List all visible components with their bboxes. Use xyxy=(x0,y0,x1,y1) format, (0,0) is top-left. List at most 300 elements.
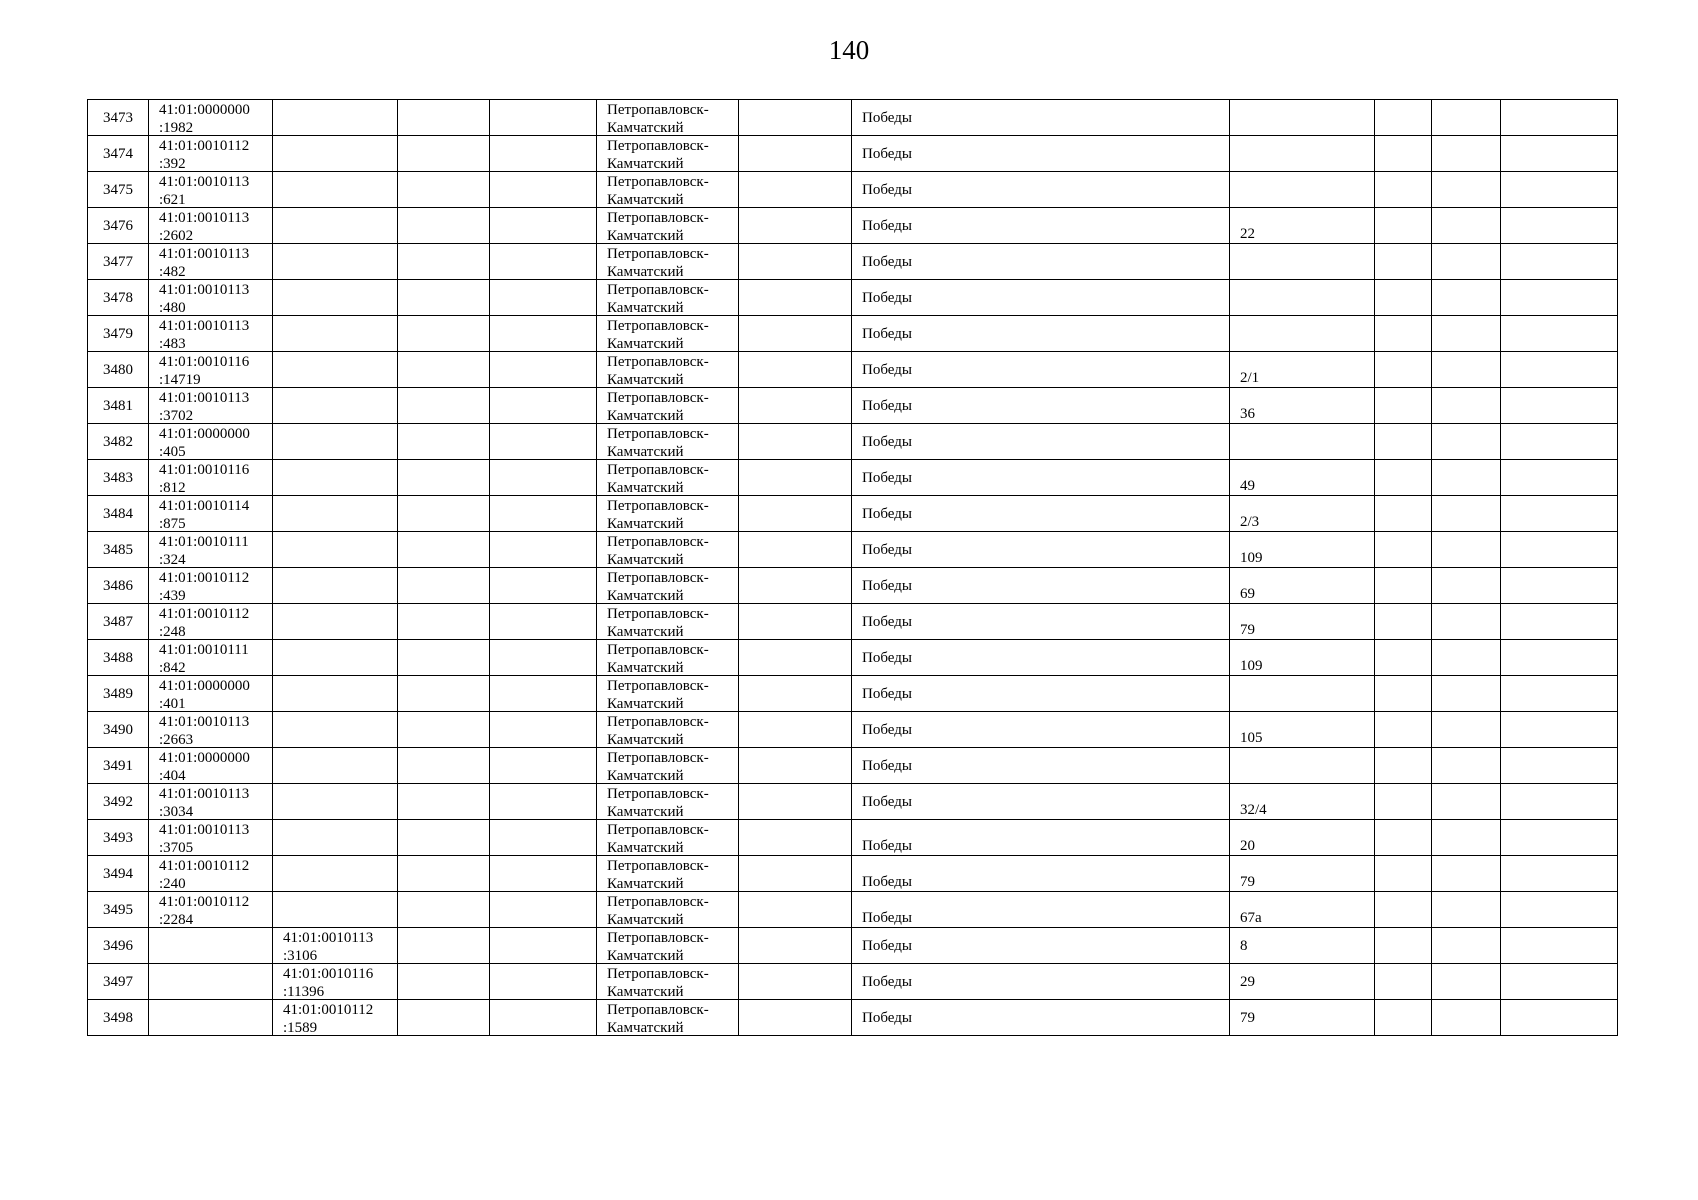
cell-empty xyxy=(739,748,852,784)
city xyxy=(597,244,738,279)
cadastral-b xyxy=(273,496,397,531)
city-line1: Петропавловск- xyxy=(607,786,709,802)
street: Победы xyxy=(862,325,912,342)
cell-street xyxy=(852,424,1230,460)
cadastral-a-line2: :3034 xyxy=(159,804,194,820)
street: Победы xyxy=(862,1009,912,1026)
cadastral-a-line2: :324 xyxy=(159,552,186,568)
cell-empty xyxy=(1501,856,1618,892)
cell-city xyxy=(597,784,739,820)
cadastral-a-line1: 41:01:0010113 xyxy=(159,282,250,298)
city xyxy=(597,208,738,243)
cell-empty xyxy=(398,532,490,568)
city xyxy=(597,712,738,747)
cell-cadastral-a xyxy=(149,244,273,280)
row-number: 3490 xyxy=(103,721,133,738)
cell-empty xyxy=(739,136,852,172)
street: Победы xyxy=(862,649,912,666)
cell-empty xyxy=(1432,676,1501,712)
cadastral-a-line2: :248 xyxy=(159,624,186,640)
cadastral-b xyxy=(273,532,397,567)
cell-house xyxy=(1230,568,1375,604)
table-row xyxy=(88,892,1618,928)
cadastral-a xyxy=(149,352,272,387)
cell-cadastral-a xyxy=(149,712,273,748)
house-number xyxy=(1230,676,1374,711)
street: Победы xyxy=(862,217,912,234)
cadastral-a-line2: :483 xyxy=(159,336,186,352)
cadastral-a-line2: :240 xyxy=(159,876,186,892)
cell-empty xyxy=(398,748,490,784)
cadastral-a xyxy=(149,784,272,819)
row-number: 3498 xyxy=(103,1009,133,1026)
cell-empty xyxy=(1501,748,1618,784)
cell-house xyxy=(1230,460,1375,496)
cell-empty xyxy=(398,676,490,712)
cell-empty xyxy=(739,316,852,352)
cell-empty xyxy=(1375,856,1432,892)
cell-empty xyxy=(398,496,490,532)
cell-city xyxy=(597,676,739,712)
cell-row-number xyxy=(88,316,149,352)
city xyxy=(597,1000,738,1035)
city-line2: Камчатский xyxy=(607,228,684,244)
cell-cadastral-a xyxy=(149,208,273,244)
row-number: 3482 xyxy=(103,433,133,450)
cadastral-a-line1: 41:01:0010113 xyxy=(159,318,250,334)
cell-row-number xyxy=(88,784,149,820)
cell-empty xyxy=(739,640,852,676)
cell-empty xyxy=(398,316,490,352)
cell-empty xyxy=(1375,244,1432,280)
cell-city xyxy=(597,388,739,424)
table-row xyxy=(88,784,1618,820)
cell-empty xyxy=(1432,748,1501,784)
row-number: 3492 xyxy=(103,793,133,810)
cell-empty xyxy=(398,1000,490,1036)
street: Победы xyxy=(862,541,912,558)
city xyxy=(597,604,738,639)
cell-empty xyxy=(1501,172,1618,208)
cell-city xyxy=(597,280,739,316)
cell-house xyxy=(1230,532,1375,568)
cadastral-a-line1: 41:01:0010113 xyxy=(159,714,250,730)
city-line2: Камчатский xyxy=(607,120,684,136)
house-number xyxy=(1230,136,1374,171)
cell-street xyxy=(852,316,1230,352)
cell-house xyxy=(1230,640,1375,676)
cadastral-a xyxy=(149,316,272,351)
cell-empty xyxy=(398,424,490,460)
cell-empty xyxy=(1501,532,1618,568)
cell-empty xyxy=(1432,280,1501,316)
cell-empty xyxy=(739,172,852,208)
cadastral-b xyxy=(273,856,397,891)
city-line1: Петропавловск- xyxy=(607,750,709,766)
cell-empty xyxy=(398,136,490,172)
city xyxy=(597,784,738,819)
cell-house xyxy=(1230,928,1375,964)
cell-row-number xyxy=(88,892,149,928)
cell-empty xyxy=(739,784,852,820)
cell-house xyxy=(1230,100,1375,136)
cell-empty xyxy=(1375,892,1432,928)
cadastral-a-line1: 41:01:0010114 xyxy=(159,498,250,514)
city-line2: Камчатский xyxy=(607,264,684,280)
cell-empty xyxy=(739,388,852,424)
cadastral-a xyxy=(149,748,272,783)
cadastral-a xyxy=(149,496,272,531)
cell-empty xyxy=(1432,604,1501,640)
cadastral-a-line2: :392 xyxy=(159,156,186,172)
city-line2: Камчатский xyxy=(607,624,684,640)
city-line2: Камчатский xyxy=(607,552,684,568)
cell-empty xyxy=(739,964,852,1000)
cell-empty xyxy=(398,280,490,316)
cell-empty xyxy=(739,352,852,388)
house-number: 32/4 xyxy=(1240,802,1267,818)
cell-empty xyxy=(1375,748,1432,784)
cell-row-number xyxy=(88,604,149,640)
cell-empty xyxy=(490,784,597,820)
cadastral-a-line1: 41:01:0010113 xyxy=(159,786,250,802)
cell-empty xyxy=(1432,712,1501,748)
city-line1: Петропавловск- xyxy=(607,282,709,298)
cell-house xyxy=(1230,136,1375,172)
street: Победы xyxy=(862,289,912,306)
cell-empty xyxy=(1432,568,1501,604)
cell-empty xyxy=(1375,316,1432,352)
cell-empty xyxy=(739,208,852,244)
cadastral-a-line1: 41:01:0000000 xyxy=(159,750,250,766)
cadastral-b-line2: :1589 xyxy=(283,1020,318,1036)
cadastral-a xyxy=(149,244,272,279)
cell-empty xyxy=(1375,1000,1432,1036)
cadastral-a xyxy=(149,388,272,423)
cell-empty xyxy=(398,172,490,208)
city xyxy=(597,820,738,855)
cell-street xyxy=(852,604,1230,640)
cell-row-number xyxy=(88,136,149,172)
table-row xyxy=(88,1000,1618,1036)
city-line1: Петропавловск- xyxy=(607,426,709,442)
table-row xyxy=(88,676,1618,712)
cadastral-a-line1: 41:01:0010113 xyxy=(159,210,250,226)
cadastral-b xyxy=(273,712,397,747)
cell-empty xyxy=(490,280,597,316)
city-line2: Камчатский xyxy=(607,732,684,748)
cadastral-a xyxy=(149,100,272,135)
cell-house xyxy=(1230,784,1375,820)
cell-empty xyxy=(490,532,597,568)
city-line2: Камчатский xyxy=(607,444,684,460)
cell-empty xyxy=(739,856,852,892)
street: Победы xyxy=(862,937,912,954)
row-number: 3475 xyxy=(103,181,133,198)
cell-cadastral-a xyxy=(149,604,273,640)
cell-empty xyxy=(1501,820,1618,856)
cell-empty xyxy=(1375,388,1432,424)
row-number: 3486 xyxy=(103,577,133,594)
cell-house xyxy=(1230,172,1375,208)
house-number: 109 xyxy=(1240,550,1263,566)
cell-empty xyxy=(490,316,597,352)
street: Победы xyxy=(862,874,912,890)
street: Победы xyxy=(862,109,912,126)
cell-empty xyxy=(1375,136,1432,172)
cell-empty xyxy=(1501,424,1618,460)
cell-empty xyxy=(1501,784,1618,820)
cell-cadastral-b xyxy=(273,208,398,244)
cell-cadastral-b xyxy=(273,100,398,136)
cell-empty xyxy=(1432,640,1501,676)
cell-row-number xyxy=(88,460,149,496)
row-number: 3489 xyxy=(103,685,133,702)
cell-house xyxy=(1230,856,1375,892)
cell-empty xyxy=(398,712,490,748)
cell-house xyxy=(1230,1000,1375,1036)
cadastral-a-line1: 41:01:0010113 xyxy=(159,390,250,406)
cell-cadastral-b xyxy=(273,424,398,460)
house-number: 29 xyxy=(1240,973,1255,990)
cell-row-number xyxy=(88,712,149,748)
cell-empty xyxy=(1432,172,1501,208)
cell-cadastral-a xyxy=(149,496,273,532)
cell-city xyxy=(597,172,739,208)
cell-city xyxy=(597,1000,739,1036)
cadastral-a-line2: :2663 xyxy=(159,732,194,748)
cell-street xyxy=(852,568,1230,604)
house-number xyxy=(1230,100,1374,135)
cadastral-a-line2: :401 xyxy=(159,696,186,712)
cell-empty xyxy=(1375,964,1432,1000)
cell-empty xyxy=(1432,208,1501,244)
cadastral-b xyxy=(273,244,397,279)
city-line1: Петропавловск- xyxy=(607,606,709,622)
row-number: 3496 xyxy=(103,937,133,954)
cell-city xyxy=(597,496,739,532)
cadastral-a xyxy=(149,820,272,855)
cell-empty xyxy=(1432,964,1501,1000)
cadastral-b-line1: 41:01:0010116 xyxy=(283,966,374,982)
cell-empty xyxy=(1375,640,1432,676)
house-number: 20 xyxy=(1240,838,1255,854)
cell-house xyxy=(1230,820,1375,856)
table-row xyxy=(88,712,1618,748)
cell-empty xyxy=(490,748,597,784)
cadastral-a xyxy=(149,892,272,927)
cell-empty xyxy=(1501,712,1618,748)
city-line2: Камчатский xyxy=(607,804,684,820)
cell-city xyxy=(597,460,739,496)
cell-street xyxy=(852,712,1230,748)
city-line2: Камчатский xyxy=(607,156,684,172)
city xyxy=(597,892,738,927)
cell-empty xyxy=(398,244,490,280)
table-row xyxy=(88,748,1618,784)
cell-street xyxy=(852,136,1230,172)
cell-cadastral-a xyxy=(149,352,273,388)
cell-row-number xyxy=(88,208,149,244)
cell-empty xyxy=(490,460,597,496)
city-line1: Петропавловск- xyxy=(607,570,709,586)
city xyxy=(597,316,738,351)
row-number: 3491 xyxy=(103,757,133,774)
cell-street xyxy=(852,856,1230,892)
city-line2: Камчатский xyxy=(607,192,684,208)
cell-cadastral-a xyxy=(149,676,273,712)
cell-cadastral-a xyxy=(149,820,273,856)
street: Победы xyxy=(862,253,912,270)
cadastral-b-line1: 41:01:0010112 xyxy=(283,1002,374,1018)
cell-empty xyxy=(1432,532,1501,568)
cadastral-a xyxy=(149,424,272,459)
cell-city xyxy=(597,640,739,676)
cell-empty xyxy=(1375,100,1432,136)
cell-empty xyxy=(398,784,490,820)
cell-row-number xyxy=(88,280,149,316)
cadastral-a-line1: 41:01:0010112 xyxy=(159,858,250,874)
cadastral-a xyxy=(149,676,272,711)
cell-street xyxy=(852,748,1230,784)
cell-cadastral-b xyxy=(273,604,398,640)
city-line1: Петропавловск- xyxy=(607,174,709,190)
cell-empty xyxy=(398,820,490,856)
cell-street xyxy=(852,640,1230,676)
cell-row-number xyxy=(88,748,149,784)
street: Победы xyxy=(862,361,912,378)
cadastral-a-line1: 41:01:0010112 xyxy=(159,138,250,154)
house-number xyxy=(1230,172,1374,207)
cell-empty xyxy=(739,1000,852,1036)
cell-empty xyxy=(1501,388,1618,424)
cell-empty xyxy=(1501,928,1618,964)
cell-empty xyxy=(1501,208,1618,244)
city-line2: Камчатский xyxy=(607,516,684,532)
row-number: 3487 xyxy=(103,613,133,630)
row-number: 3476 xyxy=(103,217,133,234)
cell-empty xyxy=(1375,208,1432,244)
table-row xyxy=(88,316,1618,352)
city-line2: Камчатский xyxy=(607,912,684,928)
cell-empty xyxy=(1501,676,1618,712)
city xyxy=(597,568,738,603)
cell-cadastral-a xyxy=(149,280,273,316)
cell-house xyxy=(1230,352,1375,388)
table-row xyxy=(88,820,1618,856)
cell-empty xyxy=(739,280,852,316)
city-line1: Петропавловск- xyxy=(607,894,709,910)
table-row xyxy=(88,532,1618,568)
cadastral-a xyxy=(149,640,272,675)
cell-street xyxy=(852,388,1230,424)
street: Победы xyxy=(862,685,912,702)
cell-cadastral-a xyxy=(149,388,273,424)
cadastral-b xyxy=(273,820,397,855)
cell-empty xyxy=(1432,244,1501,280)
cell-row-number xyxy=(88,352,149,388)
cell-empty xyxy=(1375,460,1432,496)
table-row xyxy=(88,100,1618,136)
cell-cadastral-b xyxy=(273,640,398,676)
city xyxy=(597,388,738,423)
cadastral-a-line1: 41:01:0010112 xyxy=(159,570,250,586)
table-row xyxy=(88,208,1618,244)
city xyxy=(597,532,738,567)
city-line1: Петропавловск- xyxy=(607,498,709,514)
cadastral-b-line2: :11396 xyxy=(283,984,325,1000)
cadastral-a-line1: 41:01:0010112 xyxy=(159,894,250,910)
row-number: 3480 xyxy=(103,361,133,378)
cadastral-b xyxy=(273,136,397,171)
house-number xyxy=(1230,424,1374,459)
cell-empty xyxy=(1432,100,1501,136)
table-row xyxy=(88,928,1618,964)
cell-street xyxy=(852,964,1230,1000)
cell-cadastral-b xyxy=(273,280,398,316)
cell-empty xyxy=(1432,388,1501,424)
cell-empty xyxy=(739,460,852,496)
cell-empty xyxy=(739,604,852,640)
street: Победы xyxy=(862,757,912,774)
cell-city xyxy=(597,928,739,964)
cell-empty xyxy=(1501,460,1618,496)
cell-cadastral-b xyxy=(273,496,398,532)
table-row xyxy=(88,244,1618,280)
cell-empty xyxy=(490,352,597,388)
cell-empty xyxy=(1432,496,1501,532)
city-line2: Камчатский xyxy=(607,336,684,352)
cell-street xyxy=(852,172,1230,208)
cadastral-a-line1: 41:01:0010113 xyxy=(159,246,250,262)
cadastral-b xyxy=(273,1000,397,1035)
cell-empty xyxy=(1375,280,1432,316)
cell-empty xyxy=(398,892,490,928)
cell-empty xyxy=(1375,712,1432,748)
cell-cadastral-a xyxy=(149,928,273,964)
cell-city xyxy=(597,748,739,784)
house-number: 36 xyxy=(1240,406,1255,422)
row-number: 3483 xyxy=(103,469,133,486)
cell-empty xyxy=(490,100,597,136)
city-line1: Петропавловск- xyxy=(607,1002,709,1018)
cell-empty xyxy=(490,136,597,172)
table-row xyxy=(88,172,1618,208)
cadastral-a-line2: :404 xyxy=(159,768,186,784)
city-line2: Камчатский xyxy=(607,840,684,856)
cell-empty xyxy=(490,208,597,244)
row-number: 3494 xyxy=(103,865,133,882)
cadastral-b xyxy=(273,352,397,387)
table-row xyxy=(88,388,1618,424)
row-number: 3478 xyxy=(103,289,133,306)
cell-empty xyxy=(1432,1000,1501,1036)
cell-empty xyxy=(1501,244,1618,280)
cadastral-a xyxy=(149,172,272,207)
cadastral-b xyxy=(273,460,397,495)
cell-empty xyxy=(1501,100,1618,136)
cadastral-a xyxy=(149,568,272,603)
cell-empty xyxy=(1375,172,1432,208)
city xyxy=(597,460,738,495)
cadastral-a-line2: :3702 xyxy=(159,408,194,424)
house-number: 79 xyxy=(1240,1009,1255,1026)
cell-cadastral-b xyxy=(273,532,398,568)
cell-row-number xyxy=(88,820,149,856)
cadastral-a xyxy=(149,532,272,567)
cell-empty xyxy=(398,964,490,1000)
city-line1: Петропавловск- xyxy=(607,354,709,370)
